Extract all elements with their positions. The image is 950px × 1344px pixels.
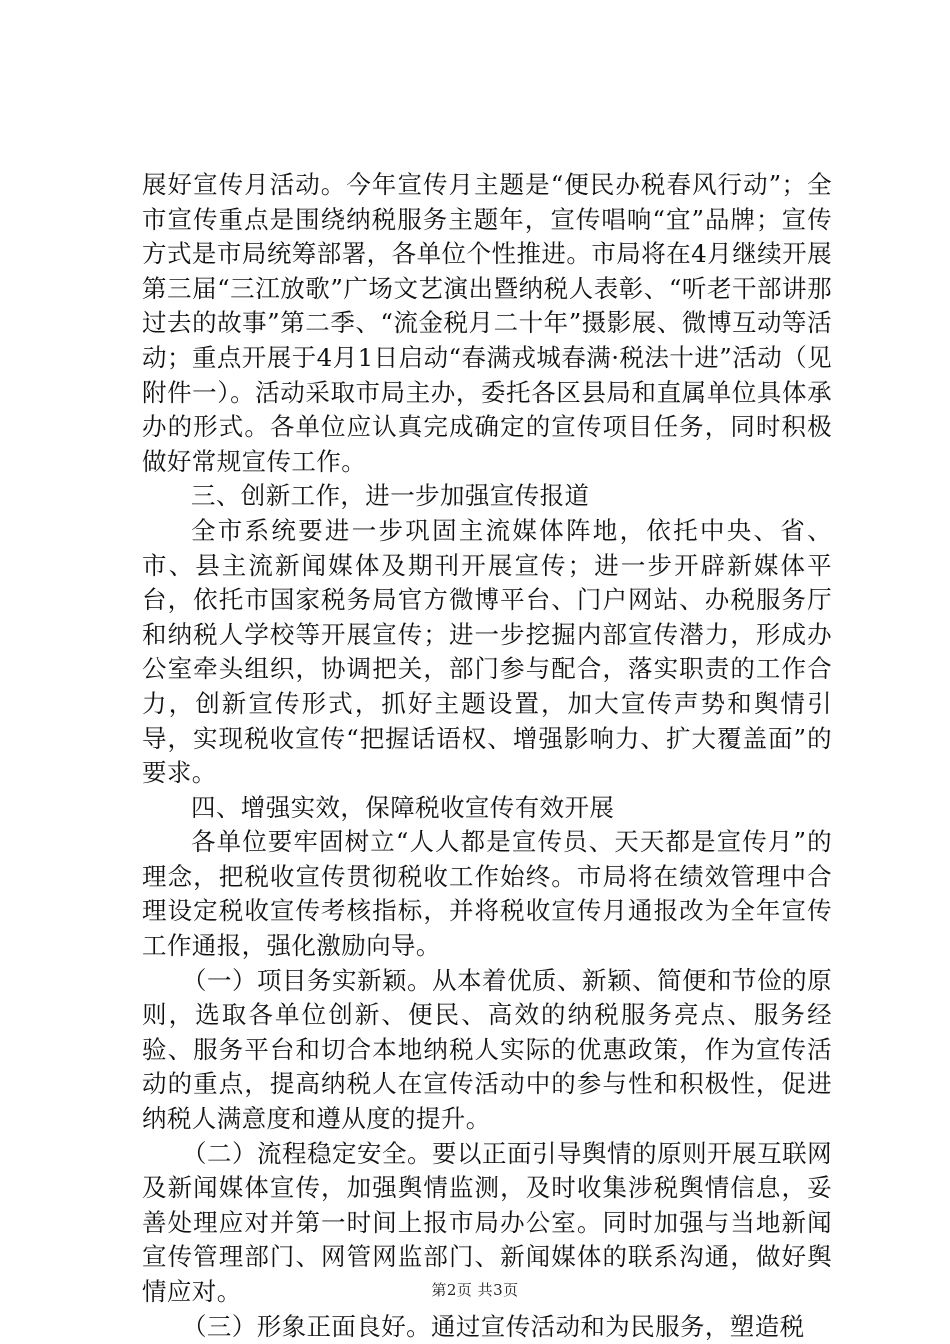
paragraph-activity-plan: 展好宣传月活动。今年宣传月主题是“便民办税春风行动”；全市宣传重点是围绕纳税服务主题年，宣传唱响“宜”品牌；宣传方式是市局统筹部署，各单位个性推进。市局将在4月继续开展第三届“三江放歌”广场文艺演出暨纳税人表彰、“听老干部讲那过去的故事”第二季、“流金税月二十年”摄影展、微博互动等活动；重点开展于4月1日启动“春满戎城春满·税法十进”活动（见附件一）。活动采取市局主办，委托各区县局和直属单位具体承办的形式。各单位应认真完成确定的宣传项目任务，同时积极做好常规宣传工作。 <box>142 170 832 476</box>
section-heading-3: 三、创新工作，进一步加强宣传报道 <box>191 481 590 511</box>
subitem-3: （三）形象正面良好。通过宣传活动和为民服务，塑造税 <box>182 1311 805 1341</box>
document-body <box>142 168 832 1344</box>
subitem-1: （一）项目务实新颖。从本着优质、新颖、简便和节俭的原则，选取各单位创新、便民、高效的纳税服务亮点、服务经验、服务平台和切合本地纳税人实际的优惠政策，作为宣传活动的重点，提高纳税人在宣传活动中的参与性和积极性，促进纳税人满意度和遵从度的提升。 <box>142 965 832 1134</box>
section-heading-4: 四、增强实效，保障税收宣传有效开展 <box>191 792 615 822</box>
paragraph-media-coverage: 全市系统要进一步巩固主流媒体阵地，依托中央、省、市、县主流新闻媒体及期刊开展宣传；进一步开辟新媒体平台，依托市国家税务局官方微博平台、门户网站、办税服务厅和纳税人学校等开展宣传；进一步挖掘内部宣传潜力，形成办公室牵头组织，协调把关，部门参与配合，落实职责的工作合力，创新宣传形式，抓好主题设置，加大宣传声势和舆情引导，实现税收宣传“把握话语权、增强影响力、扩大覆盖面”的要求。 <box>142 515 832 788</box>
paragraph-effectiveness: 各单位要牢固树立“人人都是宣传员、天天都是宣传月”的理念，把税收宣传贯彻税收工作始终。市局将在绩效管理中合理设定税收宣传考核指标，并将税收宣传月通报改为全年宣传工作通报，强化激励向导。 <box>142 827 832 961</box>
subitem-2: （二）流程稳定安全。要以正面引导舆情的原则开展互联网及新闻媒体宣传，加强舆情监测，及时收集涉税舆情信息，妥善处理应对并第一时间上报市局办公室。同时加强与当地新闻宣传管理部门、网管网监部门、新闻媒体的联系沟通，做好舆情应对。 <box>142 1138 832 1306</box>
page-number-footer: 第2页 共3页 <box>431 1281 519 1299</box>
